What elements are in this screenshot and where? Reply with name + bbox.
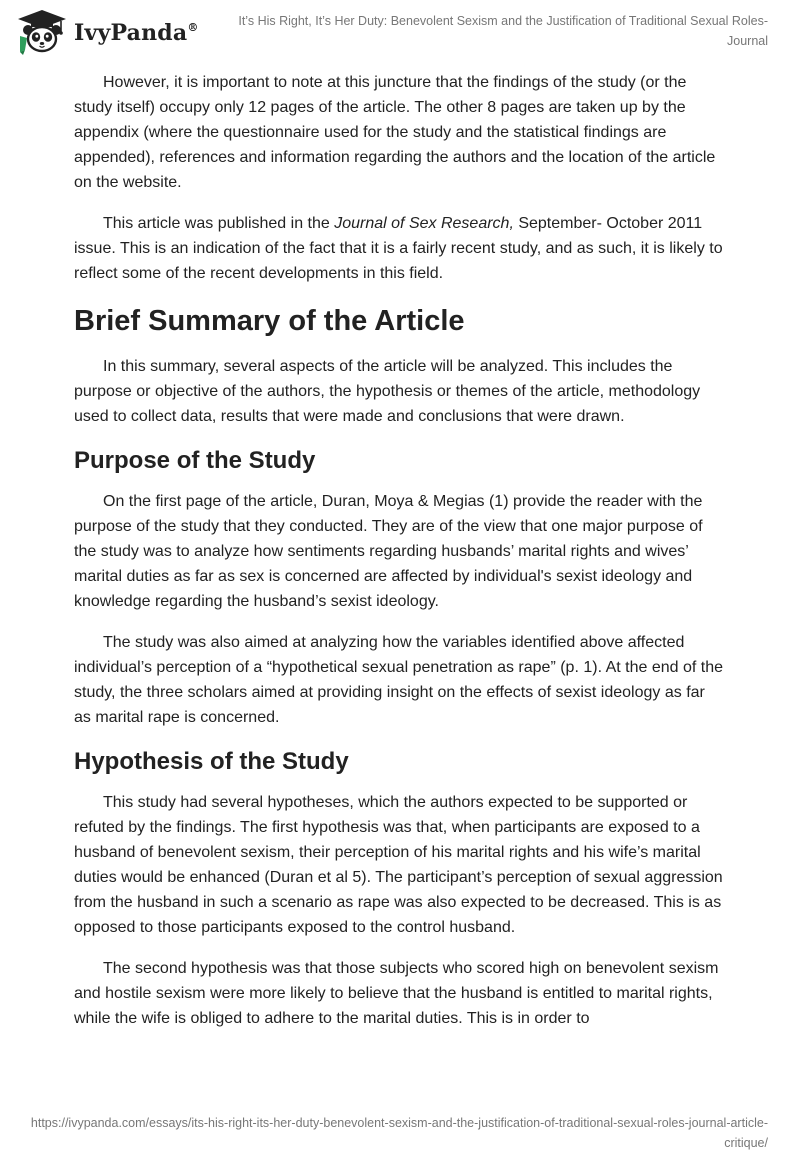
paragraph: This study had several hypotheses, which the authors expected to be supported or refuted by the findings. The first hypothesis was that, when participants are exposed to a husband of benevolent sexism, their perception of his marital rights and his wife’s marital duties would be enhanced (Duran et al 5). The participant’s perception of sexual aggression from the husband in such a scenario as rape was also expected to be decreased. This is as opposed to those participants exposed to the control husband. <box>74 794 723 936</box>
section-heading-hypothesis: Hypothesis of the Study <box>74 748 349 775</box>
document-title: It’s His Right, It’s Her Duty: Benevolent Sexism and the Justification of Traditional Sexual Roles- Journal <box>238 14 768 48</box>
source-url[interactable]: https://ivypanda.com/essays/its-his-right-its-her-duty-benevolent-sexism-and-the-justification-of-traditional-sexual-roles-journal-article-critique/ <box>30 1116 768 1150</box>
section-heading-purpose: Purpose of the Study <box>74 447 316 474</box>
page-header <box>0 0 800 60</box>
logo-wordmark: IvyPanda® <box>74 20 199 46</box>
paragraph: On the first page of the article, Duran, Moya & Megias (1) provide the reader with the purpose of the study that they conducted. They are of the view that one major purpose of the study was to analyze how sentiments regarding husbands’ marital rights and wives’ marital duties as far as sex is concerned are affected by individual's sexist ideology and knowledge regarding the husband’s sexist ideology. <box>74 493 703 610</box>
ivypanda-logo[interactable] <box>14 8 199 56</box>
paragraph: The study was also aimed at analyzing how the variables identified above affected individual’s perception of a “hypothetical sexual penetration as rape” (p. 1). At the end of the study, the three scholars aimed at providing insight on the effects of sexist ideology as far as marital rape is concerned. <box>74 634 723 726</box>
section-heading-summary: Brief Summary of the Article <box>74 305 465 337</box>
paragraph: This article was published in the Journal of Sex Research, September- October 2011 issue. This is an indication of the fact that it is a fairly recent study, and as such, it is likely to reflect some of the recent developments in this field. <box>74 215 723 282</box>
article-body <box>74 70 726 1047</box>
paragraph: However, it is important to note at this juncture that the findings of the study (or the study itself) occupy only 12 pages of the article. The other 8 pages are taken up by the appendix (where the questionnaire used for the study and the statistical findings are appended), references and information regarding the authors and the location of the article on the website. <box>74 74 716 191</box>
journal-name: Journal of Sex Research, <box>334 215 514 232</box>
paragraph: The second hypothesis was that those subjects who scored high on benevolent sexism and hostile sexism were more likely to believe that the husband is entitled to marital rights, while the wife is obliged to adhere to the marital duties. This is in order to <box>74 960 719 1027</box>
panda-graduate-icon <box>14 8 70 56</box>
paragraph: In this summary, several aspects of the article will be analyzed. This includes the purpose or objective of the authors, the hypothesis or themes of the article, methodology used to collect data, results that were made and conclusions that were drawn. <box>74 358 701 425</box>
